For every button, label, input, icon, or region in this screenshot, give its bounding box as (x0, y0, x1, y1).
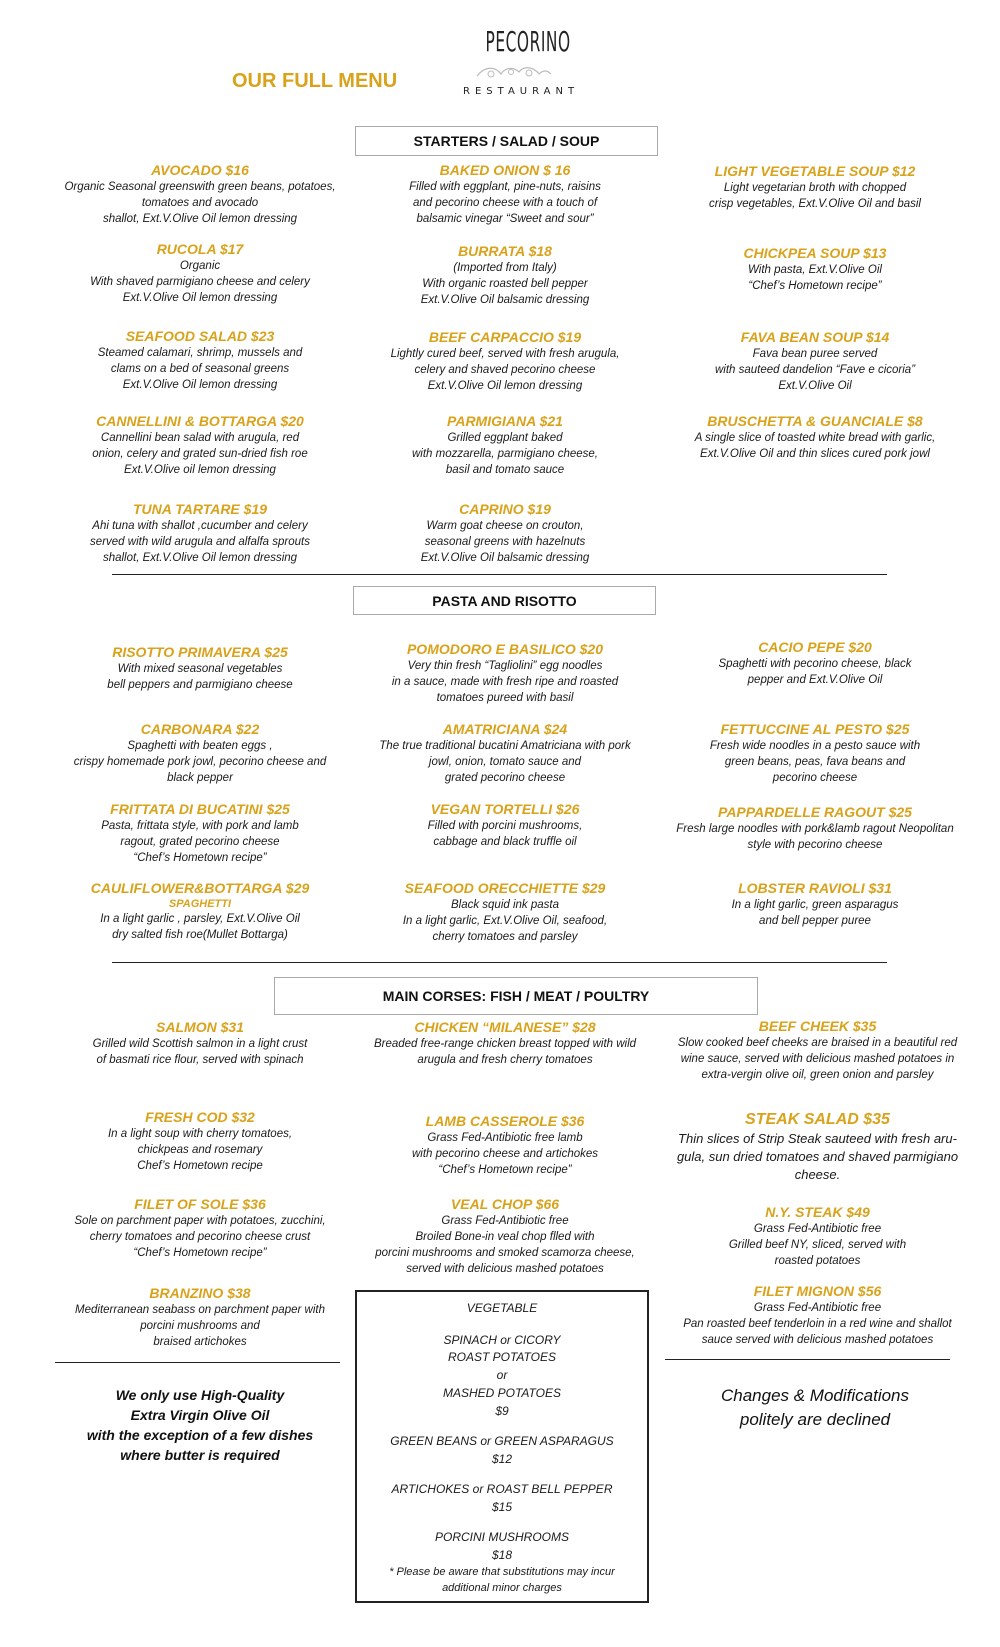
menu-item-filet-of-sole (40, 1195, 360, 1261)
vegetable-price: $18 (491, 1548, 513, 1562)
menu-item-vegetable-soup (655, 162, 975, 212)
section-mains: MAIN CORSES: FISH / MEAT / POULTRY (274, 977, 758, 1015)
section-divider (112, 574, 887, 575)
restaurant-logo (463, 25, 580, 110)
menu-item-steak-salad (645, 1110, 990, 1184)
item-desc: With mixed seasonal vegetables bell peppers and parmigiano cheese (107, 663, 293, 691)
vegetable-option: SPINACH or CICORY (443, 1333, 561, 1347)
logo-name: PECORINO (485, 25, 571, 58)
item-desc: Slow cooked beef cheeks are braised in a beautiful red wine sauce, served with delicious mashed potatoes in extra-vergin olive oil, green onion and parsley (677, 1037, 958, 1081)
item-desc: Sole on parchment paper with potatoes, zucchini, cherry tomatoes and pecorino cheese crust “Chef’s Hometown recipe” (74, 1215, 326, 1259)
menu-item-beef-carpaccio (345, 328, 665, 394)
vegetable-option: PORCINI MUSHROOMS (434, 1530, 569, 1544)
item-name: RUCOLA $17 (156, 241, 244, 257)
menu-item-cannellini (40, 412, 360, 478)
menu-item-seafood-salad (40, 327, 360, 393)
vegetable-price: $12 (491, 1452, 513, 1466)
menu-item-fresh-cod (40, 1108, 360, 1174)
substitution-note: * Please be aware that substitutions may incur additional minor charges (389, 1566, 615, 1594)
item-desc: Organic Seasonal greenswith green beans, potatoes, tomatoes and avocado shallot, Ext.V.Olive Oil lemon dressing (64, 181, 336, 225)
item-name: LIGHT VEGETABLE SOUP $12 (714, 163, 916, 179)
menu-title: OUR FULL MENU (232, 70, 398, 92)
vegetable-option: GREEN BEANS or GREEN ASPARAGUS (390, 1434, 614, 1448)
section-starters: STARTERS / SALAD / SOUP (355, 126, 658, 156)
olive-oil-note: We only use High-Quality Extra Virgin Olive Oil with the exception of a few dishes where butter is required (86, 1387, 314, 1463)
menu-item-frittata (40, 800, 360, 866)
menu-item-fettuccine-pesto (652, 720, 978, 786)
item-name: LOBSTER RAVIOLI $31 (738, 880, 892, 896)
menu-item-burrata (345, 242, 665, 308)
item-name: SEAFOOD ORECCHIETTE $29 (404, 880, 606, 896)
item-name: FILET MIGNON $56 (753, 1283, 882, 1299)
item-desc: Organic With shaved parmigiano cheese and celery Ext.V.Olive Oil lemon dressing (90, 260, 310, 304)
item-name: AVOCADO $16 (151, 162, 249, 178)
menu-item-beef-cheek (645, 1017, 990, 1083)
item-desc: In a light garlic , parsley, Ext.V.Olive Oil dry salted fish roe(Mullet Bottarga) (100, 913, 300, 941)
item-name: FRITTATA DI BUCATINI $25 (110, 801, 290, 817)
vegetable-sides-box (355, 1290, 649, 1603)
menu-item-fava-bean-soup (655, 328, 975, 394)
item-name: AMATRICIANA $24 (442, 721, 568, 737)
item-desc: (Imported from Italy) With organic roasted bell pepper Ext.V.Olive Oil balsamic dressing (420, 262, 590, 306)
item-name: POMODORO E BASILICO $20 (406, 641, 604, 657)
section-pasta: PASTA AND RISOTTO (353, 586, 656, 615)
item-desc: Fresh large noodles with pork&lamb ragout Neopolitan style with pecorino cheese (676, 823, 954, 851)
menu-item-bruschetta (655, 412, 975, 462)
menu-item-ny-steak (645, 1203, 990, 1269)
item-desc: Light vegetarian broth with chopped crisp vegetables, Ext.V.Olive Oil and basil (709, 182, 921, 210)
item-name: BRUSCHETTA & GUANCIALE $8 (707, 413, 923, 429)
section-divider (112, 962, 887, 963)
menu-item-chicken-milanese (345, 1018, 665, 1068)
item-name: VEGAN TORTELLI $26 (430, 801, 580, 817)
menu-item-seafood-orecchiette (345, 879, 665, 945)
menu-item-parmigiana (345, 412, 665, 478)
menu-item-lamb-casserole (345, 1112, 665, 1178)
item-desc: Fresh wide noodles in a pesto sauce with green beans, peas, fava beans and pecorino cheese (709, 740, 921, 784)
item-name: CARBONARA $22 (140, 721, 260, 737)
vegetable-option: ARTICHOKES or ROAST BELL PEPPER (391, 1482, 613, 1496)
vegetable-option: ROAST POTATOES (447, 1350, 557, 1364)
item-desc: The true traditional bucatini Amatriciana with pork jowl, onion, tomato sauce and grated pecorino cheese (379, 740, 631, 784)
item-desc: Grass Fed-Antibiotic free Pan roasted beef tenderloin in a red wine and shallot sauce served with delicious mashed potatoes (683, 1302, 952, 1346)
item-name: FAVA BEAN SOUP $14 (740, 329, 890, 345)
item-name: FILET OF SOLE $36 (134, 1196, 266, 1212)
item-name: CHICKEN “MILANESE” $28 (414, 1019, 596, 1035)
item-name: BEEF CARPACCIO $19 (428, 329, 582, 345)
column-divider (665, 1359, 950, 1360)
item-desc: Thin slices of Strip Steak sauteed with fresh aru- gula, sun dried tomatoes and shaved parmigiano cheese. (676, 1131, 959, 1182)
menu-item-lobster-ravioli (652, 879, 978, 929)
item-name: FETTUCCINE AL PESTO $25 (720, 721, 910, 737)
item-desc: In a light garlic, green asparagus and bell pepper puree (731, 899, 899, 927)
item-name: SEAFOOD SALAD $23 (125, 328, 275, 344)
vegetable-option: MASHED POTATOES (442, 1386, 562, 1400)
item-desc: Grass Fed-Antibiotic free lamb with pecorino cheese and artichokes “Chef’s Hometown recipe” (411, 1132, 599, 1176)
item-name: PARMIGIANA $21 (447, 413, 563, 429)
item-desc: Cannellini bean salad with arugula, red onion, celery and grated sun-dried fish roe Ext.V.Olive oil lemon dressing (92, 432, 308, 476)
item-desc: Spaghetti with beaten eggs , crispy homemade pork jowl, pecorino cheese and black pepper (73, 740, 327, 784)
item-name: FRESH COD $32 (145, 1109, 255, 1125)
menu-item-chickpea-soup (655, 244, 975, 294)
item-desc: Pasta, frittata style, with pork and lamb ragout, grated pecorino cheese “Chef’s Hometown recipe” (101, 820, 299, 864)
item-desc: Grass Fed-Antibiotic free Broiled Bone-in veal chop flled with porcini mushrooms and smoked scamorza cheese, served with delicious mashed potatoes (375, 1215, 635, 1275)
vegetable-title: VEGETABLE (466, 1301, 538, 1315)
menu-item-veal-chop (345, 1195, 665, 1277)
item-desc: Grass Fed-Antibiotic free Grilled beef NY, sliced, served with roasted potatoes (728, 1223, 907, 1267)
item-desc: Fava bean puree served with sauteed dandelion “Fave e cicoria” Ext.V.Olive Oil (714, 348, 916, 392)
cheese-logo-icon (473, 60, 553, 82)
item-name: CHICKPEA SOUP $13 (743, 245, 887, 261)
menu-item-filet-mignon (645, 1282, 990, 1348)
logo-sub: RESTAURANT (463, 86, 580, 97)
menu-item-avocado (40, 161, 360, 227)
item-desc: Mediterranean seabass on parchment paper with porcini mushrooms and braised artichokes (75, 1304, 325, 1348)
menu-item-branzino (40, 1284, 360, 1350)
item-desc: Spaghetti with pecorino cheese, black pepper and Ext.V.Olive Oil (718, 658, 912, 686)
item-name: LAMB CASSEROLE $36 (425, 1113, 585, 1129)
item-desc: Filled with porcini mushrooms, cabbage and black truffle oil (427, 820, 583, 848)
modifications-note: Changes & Modifications politely are declined (720, 1386, 910, 1429)
item-desc: Grilled eggplant baked with mozzarella, parmigiano cheese, basil and tomato sauce (411, 432, 598, 476)
menu-item-pappardelle (652, 803, 978, 853)
menu-item-amatriciana (345, 720, 665, 786)
item-desc: Breaded free-range chicken breast topped with wild arugula and fresh cherry tomatoes (373, 1038, 637, 1066)
menu-item-cacio-pepe (652, 638, 978, 688)
menu-item-carbonara (40, 720, 360, 786)
item-name: VEAL CHOP $66 (450, 1196, 560, 1212)
item-subtitle: SPAGHETTI (168, 898, 232, 910)
item-name: PAPPARDELLE RAGOUT $25 (718, 804, 912, 820)
menu-item-vegan-tortelli (345, 800, 665, 850)
item-name: CACIO PEPE $20 (758, 639, 872, 655)
item-desc: Ahi tuna with shallot ,cucumber and celery served with wild arugula and alfalfa sprouts shallot, Ext.V.Olive Oil lemon dressing (90, 520, 310, 564)
item-name: BEEF CHEEK $35 (758, 1018, 877, 1034)
item-desc: Filled with eggplant, pine-nuts, raisins and pecorino cheese with a touch of balsamic vinegar “Sweet and sour” (409, 181, 601, 225)
item-desc: With pasta, Ext.V.Olive Oil “Chef’s Hometown recipe” (748, 264, 882, 292)
menu-item-risotto-primavera (40, 643, 360, 693)
item-desc: Very thin fresh “Tagliolini” egg noodles in a sauce, made with fresh ripe and roasted tomatoes pureed with basil (391, 660, 619, 704)
item-name: RISOTTO PRIMAVERA $25 (112, 644, 288, 660)
item-name: BURRATA $18 (458, 243, 552, 259)
item-name: BRANZINO $38 (149, 1285, 251, 1301)
item-name: SALMON $31 (156, 1019, 244, 1035)
item-desc: Black squid ink pasta In a light garlic, Ext.V.Olive Oil, seafood, cherry tomatoes and parsley (402, 899, 608, 943)
vegetable-price: $15 (491, 1500, 513, 1514)
menu-item-baked-onion (345, 161, 665, 227)
menu-item-rucola (40, 240, 360, 306)
item-desc: A single slice of toasted white bread with garlic, Ext.V.Olive Oil and thin slices cured pork jowl (694, 432, 936, 460)
menu-item-tuna-tartare (40, 500, 360, 566)
item-desc: Grilled wild Scottish salmon in a light crust of basmati rice flour, served with spinach (92, 1038, 308, 1066)
item-desc: Lightly cured beef, served with fresh arugula, celery and shaved pecorino cheese Ext.V.Olive Oil lemon dressing (390, 348, 620, 392)
item-name: N.Y. STEAK $49 (765, 1204, 870, 1220)
item-name: CANNELLINI & BOTTARGA $20 (96, 413, 304, 429)
item-name: STEAK SALAD $35 (745, 1111, 890, 1128)
vegetable-option: or (496, 1368, 508, 1382)
menu-item-pomodoro (345, 640, 665, 706)
item-name: CAULIFLOWER&BOTTARGA $29 (90, 880, 310, 896)
menu-item-salmon (40, 1018, 360, 1068)
column-divider (55, 1362, 340, 1363)
item-desc: Steamed calamari, shrimp, mussels and clams on a bed of seasonal greens Ext.V.Olive Oil lemon dressing (97, 347, 303, 391)
menu-item-caprino (345, 500, 665, 566)
item-name: BAKED ONION $ 16 (439, 162, 571, 178)
item-desc: Warm goat cheese on crouton, seasonal greens with hazelnuts Ext.V.Olive Oil balsamic dressing (420, 520, 590, 564)
item-name: TUNA TARTARE $19 (132, 501, 268, 517)
menu-item-cauliflower-bottarga (40, 879, 360, 943)
item-desc: In a light soup with cherry tomatoes, chickpeas and rosemary Chef’s Hometown recipe (107, 1128, 293, 1172)
vegetable-price: $9 (495, 1404, 509, 1418)
item-name: CAPRINO $19 (459, 501, 551, 517)
